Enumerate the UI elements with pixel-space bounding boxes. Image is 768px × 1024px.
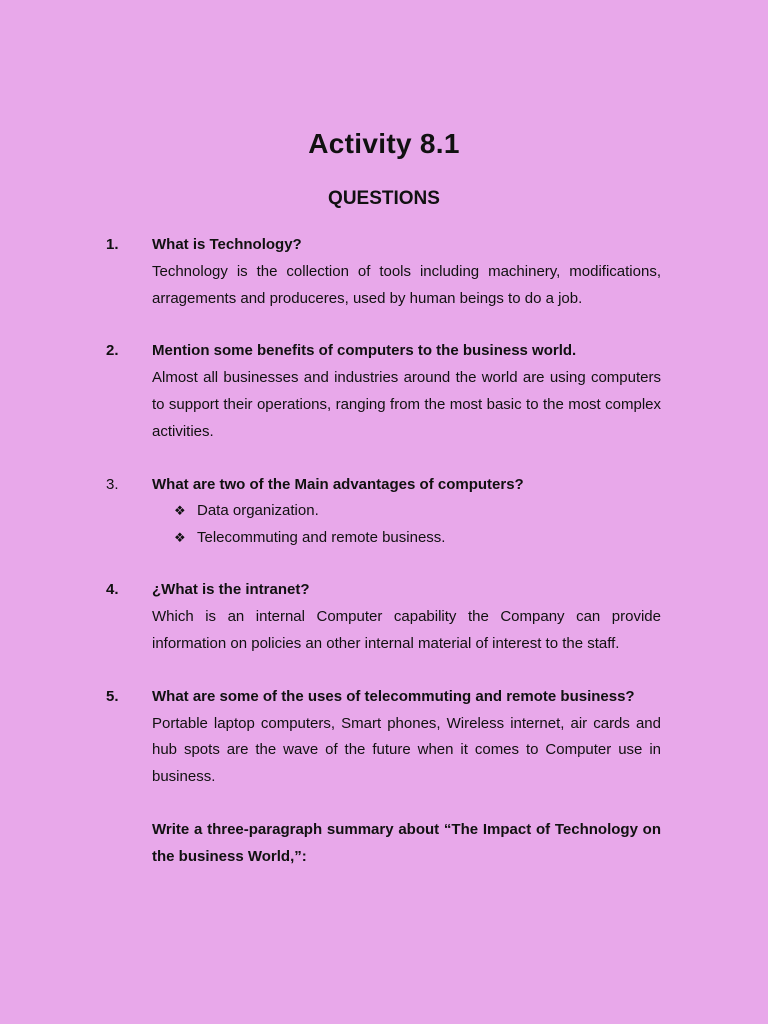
question-number: 4. [106,581,119,599]
question-text: Mention some benefits of computers to the business world. [152,342,577,360]
question-item-5 [0,684,768,791]
question-text: What are some of the uses of telecommuting and remote business? [152,687,635,705]
question-number: 2. [106,342,119,360]
answer-text: Almost all businesses and industries around the world are using computers to support their operations, ranging from the most basic to the most complex activities. [152,369,661,440]
question-item-1 [0,232,768,312]
answer-bullet-list [0,498,768,551]
page-subtitle: QUESTIONS [328,188,440,209]
question-item-3 [0,472,768,552]
question-number: 3. [106,475,119,493]
question-item-2 [0,338,768,445]
list-item [174,498,768,525]
question-list [0,232,768,871]
page-title: Activity 8.1 [308,128,460,159]
answer-text: Which is an internal Computer capability the Company can provide information on policies an other internal material of interest to the staff. [152,608,661,652]
diamond-star-icon: ❖ [174,529,186,545]
question-item-4 [0,577,768,657]
question-number: 5. [106,687,119,705]
question-text: What is Technology? [152,236,302,253]
summary-prompt: Write a three-paragraph summary about “The Impact of Technology on the business World,”: [152,820,661,865]
bullet-text: Telecommuting and remote business. [197,528,446,546]
bullet-text: Data organization. [197,502,319,520]
answer-text: Technology is the collection of tools including machinery, modifications, arragements and produceres, used by human beings to do a job. [152,262,661,307]
question-text: ¿What is the intranet? [152,581,310,599]
answer-text: Portable laptop computers, Smart phones, Wireless internet, air cards and hub spots are the wave of the future when it comes to Computer use in business. [152,714,661,786]
question-number: 1. [106,236,119,253]
list-item [174,525,768,552]
question-text: What are two of the Main advantages of computers? [152,475,524,493]
diamond-star-icon: ❖ [174,503,186,519]
